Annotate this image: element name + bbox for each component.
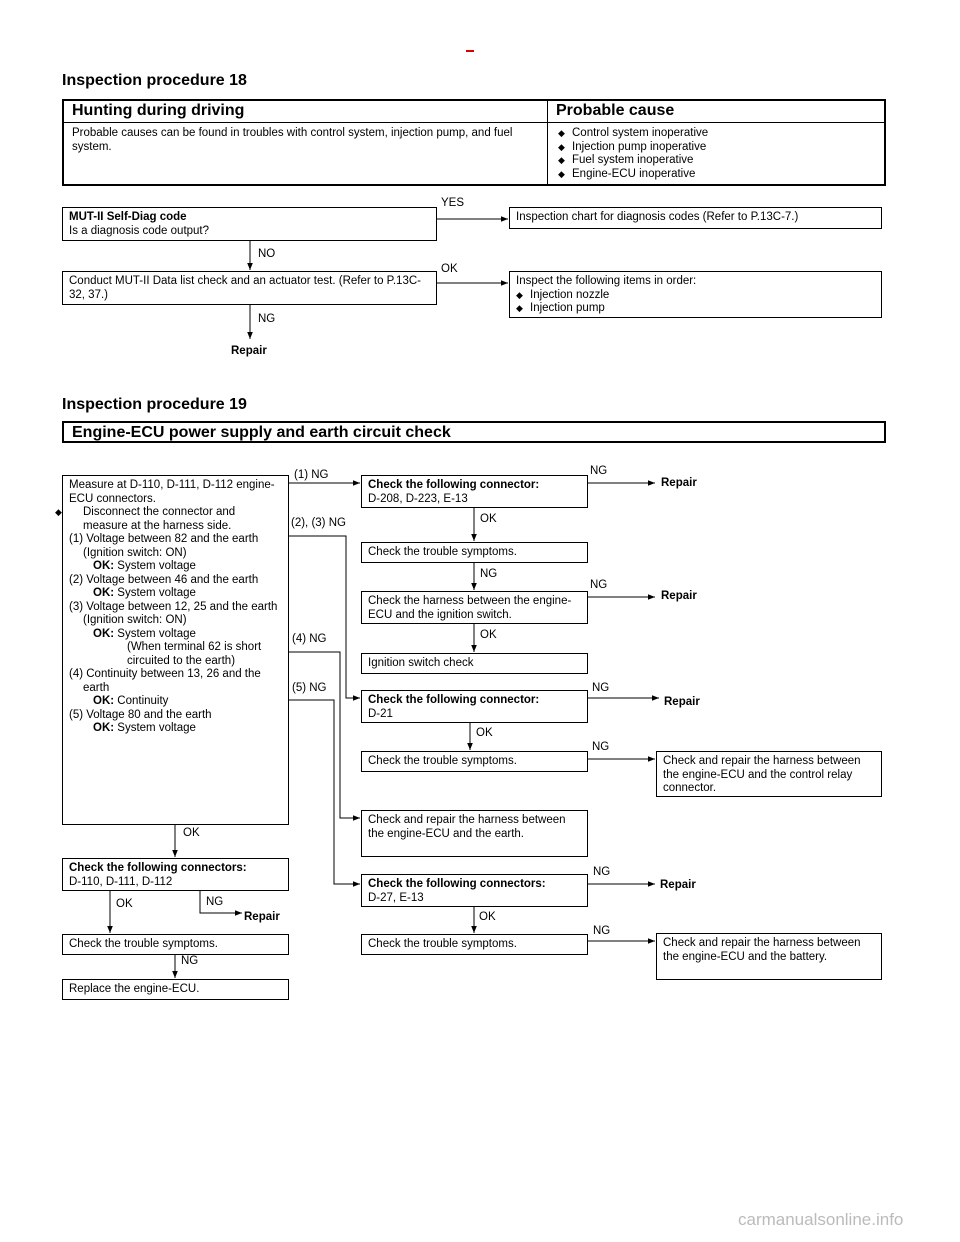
ng-label: NG	[593, 925, 611, 937]
measure-item: (1) Voltage between 82 and the earth (Ignition switch: ON)	[69, 533, 259, 559]
ng-label: NG	[590, 465, 608, 477]
trouble-check-2: Check the trouble symptoms.	[361, 751, 588, 772]
ok-label: OK	[480, 513, 497, 525]
ok-label: OK	[476, 727, 493, 739]
ok-prefix: OK:	[93, 560, 115, 572]
connector-value: D-208, D-223, E-13	[368, 492, 468, 505]
symptom-header: Hunting during driving	[64, 101, 548, 123]
cause-item: ◆ Injection pump inoperative	[558, 141, 708, 155]
connector-title: Check the following connectors:	[69, 862, 247, 874]
repair-label: Repair	[660, 879, 696, 891]
measure-ok-value: System voltage	[117, 560, 196, 572]
trouble-check-3: Check the trouble symptoms.	[361, 934, 588, 955]
arrow-ng-repair	[200, 891, 242, 913]
relay-harness-box: Check and repair the harness between the engine-ECU and the control relay connector.	[656, 751, 882, 797]
measure-item: (4) Continuity between 13, 26 and the earth	[69, 668, 261, 694]
measure-ok-value: Continuity	[117, 695, 169, 707]
measure-intro: Measure at D-110, D-111, D-112 engine-ECU connectors.	[69, 479, 275, 505]
ng-label: NG	[592, 741, 610, 753]
inspect-intro: Inspect the following items in order:	[516, 275, 697, 287]
measure-ok-value: System voltage	[117, 722, 196, 734]
arrow-branch-5	[289, 700, 360, 884]
trouble-check-main: Check the trouble symptoms.	[62, 934, 289, 955]
yes-label: YES	[441, 197, 465, 209]
watermark: carmanualsonline.info	[738, 1210, 904, 1229]
no-label: NO	[258, 248, 276, 260]
cause-item: ◆ Control system inoperative	[558, 127, 708, 141]
ng-label: NG	[480, 568, 498, 580]
diag-chart-box: Inspection chart for diagnosis codes (Refer to P.13C-7.)	[509, 207, 882, 229]
repair-label: Repair	[664, 696, 700, 708]
battery-harness-box: Check and repair the harness between the engine-ECU and the battery.	[656, 933, 882, 980]
ng-label: NG	[206, 896, 224, 908]
connector-title: Check the following connectors:	[368, 878, 546, 890]
selfdiag-question: Is a diagnosis code output?	[69, 224, 210, 237]
ok-label: OK	[116, 898, 133, 910]
repair-label: Repair	[661, 477, 697, 489]
inspect-item: ◆ Injection pump	[516, 302, 875, 316]
connector-title: Check the following connector:	[368, 479, 540, 491]
ng-label: NG	[593, 866, 611, 878]
ng-label: NG	[592, 682, 610, 694]
measure-ok-value: System voltage	[117, 587, 196, 599]
branch-5-ng: (5) NG	[292, 682, 327, 694]
connector-value: D-27, E-13	[368, 891, 424, 904]
selfdiag-title: MUT-II Self-Diag code	[69, 211, 187, 223]
connector-title: Check the following connector:	[368, 694, 540, 706]
connector-value: D-110, D-111, D-112	[69, 875, 173, 888]
ok-label: OK	[441, 263, 458, 275]
proc18-title: Inspection procedure 18	[62, 72, 247, 89]
arrow-branch-4	[289, 652, 360, 818]
measure-item: (3) Voltage between 12, 25 and the earth (Ignition switch: ON)	[69, 600, 278, 626]
ignition-switch-check: Ignition switch check	[361, 653, 588, 674]
proc19-banner: Engine-ECU power supply and earth circuit check	[62, 421, 886, 443]
repair-label: Repair	[244, 911, 280, 923]
arrow-branch-2-3	[289, 536, 360, 698]
repair-label: Repair	[661, 590, 697, 602]
measure-note: (When terminal 62 is short circuited to the earth)	[127, 641, 262, 667]
ok-prefix: OK:	[93, 722, 115, 734]
connector-value: D-21	[368, 707, 393, 720]
cause-item: ◆ Fuel system inoperative	[558, 154, 708, 168]
ok-label: OK	[183, 827, 200, 839]
repair-label: Repair	[231, 345, 267, 357]
ng-label: NG	[258, 313, 276, 325]
ng-label: NG	[181, 955, 199, 967]
ok-prefix: OK:	[93, 587, 115, 599]
datalist-box: Conduct MUT-II Data list check and an actuator test. (Refer to P.13C-32, 37.)	[62, 271, 437, 305]
ng-label: NG	[590, 579, 608, 591]
branch-2-3-ng: (2), (3) NG	[291, 517, 346, 529]
measure-bullet: Disconnect the connector and measure at the harness side.	[83, 506, 236, 532]
trouble-check-1: Check the trouble symptoms.	[361, 542, 588, 563]
ok-label: OK	[480, 629, 497, 641]
branch-1-ng: (1) NG	[294, 469, 329, 481]
cause-header: Probable cause	[548, 101, 884, 123]
cause-item: ◆ Engine-ECU inoperative	[558, 168, 708, 182]
ok-label: OK	[479, 911, 496, 923]
inspect-item: ◆ Injection nozzle	[516, 289, 875, 303]
measure-ok-value: System voltage	[117, 627, 196, 640]
branch-4-ng: (4) NG	[292, 633, 327, 645]
proc19-title: Inspection procedure 19	[62, 396, 247, 413]
cause-description: Probable causes can be found in troubles with control system, injection pump, and fuel system.	[64, 123, 548, 184]
earth-harness-box: Check and repair the harness between the engine-ECU and the earth.	[361, 810, 588, 857]
replace-ecu-box: Replace the engine-ECU.	[62, 979, 289, 1000]
ok-prefix: OK:	[93, 627, 115, 640]
measure-item: (2) Voltage between 46 and the earth	[69, 573, 259, 586]
harness-ignition-box: Check the harness between the engine-ECU and the ignition switch.	[361, 591, 588, 624]
ok-prefix: OK:	[93, 695, 115, 707]
measure-item: (5) Voltage 80 and the earth	[69, 708, 212, 721]
